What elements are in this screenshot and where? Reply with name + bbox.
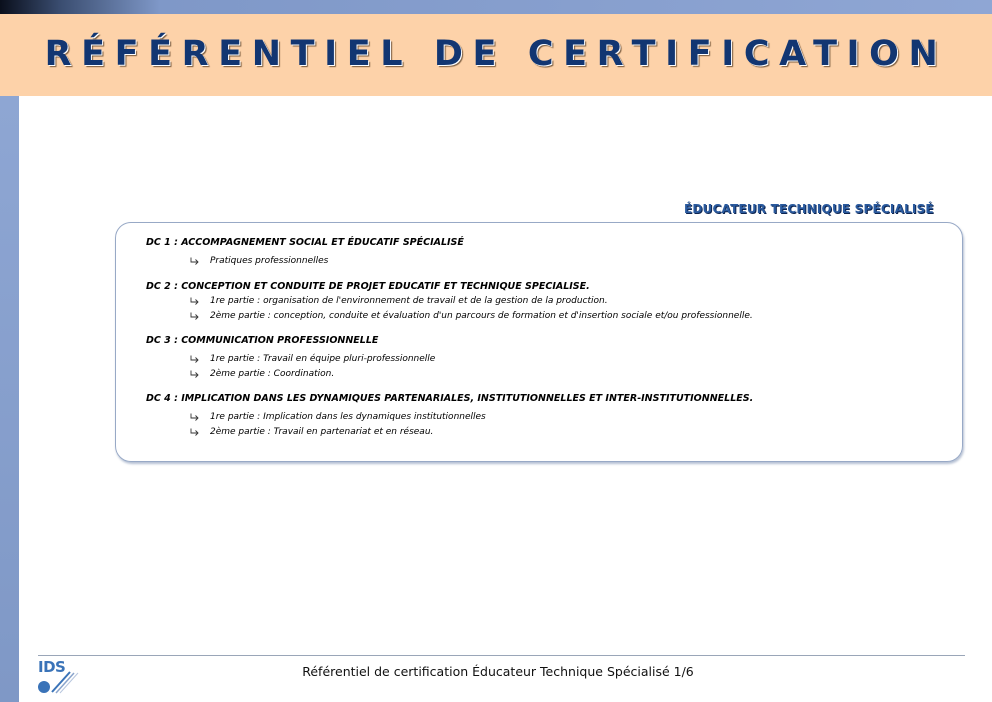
- dc-items: [146, 352, 946, 382]
- dc-block-4: [146, 392, 946, 440]
- item-text: 2ème partie : Coordination.: [210, 369, 335, 379]
- item-text: Pratiques professionnelles: [210, 256, 329, 266]
- bent-arrow-icon: [190, 312, 200, 321]
- dc-title: DC 3 : COMMUNICATION PROFESSIONNELLE: [146, 335, 379, 346]
- dc-title: DC 1 : ACCOMPAGNEMENT SOCIAL ET ÉDUCATIF SPÉCIALISÉ: [146, 237, 464, 248]
- bent-arrow-icon: [190, 297, 200, 306]
- list-item: [146, 294, 946, 309]
- list-item: [146, 352, 946, 367]
- item-text: 1re partie : Travail en équipe pluri-professionnelle: [210, 354, 436, 364]
- dc-items: [146, 254, 946, 269]
- list-item: [146, 367, 946, 382]
- bent-arrow-icon: [190, 370, 200, 379]
- logo-text: IDS: [38, 658, 66, 676]
- footer-divider: [38, 655, 965, 656]
- dc-block-2: [146, 280, 946, 324]
- dc-title: DC 4 : IMPLICATION DANS LES DYNAMIQUES PARTENARIALES, INSTITUTIONNELLES ET INTER-INSTITUTIONNELLES.: [146, 393, 754, 404]
- list-item: [146, 410, 946, 425]
- dc-items: [146, 294, 946, 324]
- dc-items: [146, 410, 946, 440]
- competencies-list: [146, 236, 946, 440]
- page-title: RÉFÉRENTIEL DE CERTIFICATION: [44, 34, 948, 74]
- list-item: [146, 309, 946, 324]
- list-item: [146, 425, 946, 440]
- dc-title: DC 2 : CONCEPTION ET CONDUITE DE PROJET EDUCATIF ET TECHNIQUE SPECIALISE.: [146, 281, 590, 292]
- left-accent-bar: [0, 96, 19, 702]
- footer-caption: Référentiel de certification Éducateur Technique Spécialisé 1/6: [302, 664, 694, 679]
- title-banner: [0, 14, 992, 96]
- item-text: 2ème partie : Travail en partenariat et en réseau.: [210, 427, 434, 437]
- top-strip: [0, 0, 992, 14]
- dc-block-1: [146, 236, 946, 269]
- item-text: 1re partie : organisation de l'environnement de travail et de la gestion de la production.: [210, 296, 608, 306]
- item-text: 2ème partie : conception, conduite et évaluation d'un parcours de formation et d'insertion sociale et/ou professionnelle.: [210, 311, 753, 321]
- card-label: ÉDUCATEUR TECHNIQUE SPÉCIALISÉ: [676, 202, 944, 216]
- bent-arrow-icon: [190, 413, 200, 422]
- bent-arrow-icon: [190, 355, 200, 364]
- bent-arrow-icon: [190, 428, 200, 437]
- item-text: 1re partie : Implication dans les dynamiques institutionnelles: [210, 412, 486, 422]
- dc-block-3: [146, 334, 946, 382]
- bent-arrow-icon: [190, 257, 200, 266]
- list-item: [146, 254, 946, 269]
